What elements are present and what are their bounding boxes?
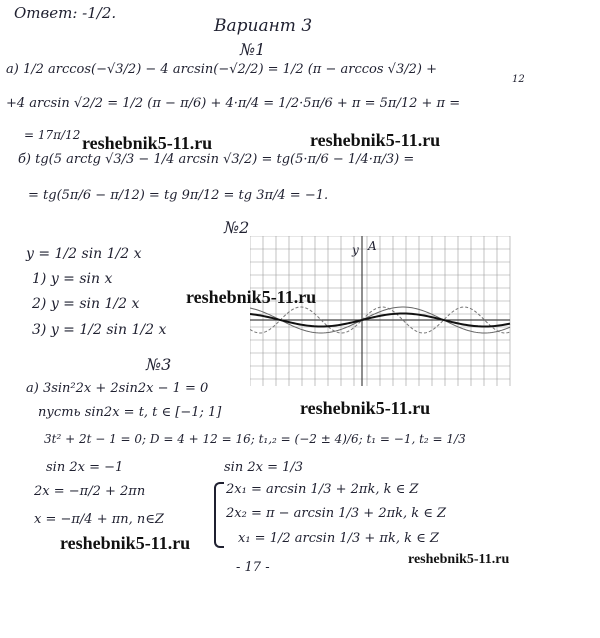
variant-title: Вариант 3 (214, 16, 313, 36)
task2-function: y = 1/2 sin 1/2 x (26, 246, 142, 262)
axis-letter: A (368, 239, 377, 253)
axis-y-label: y (352, 243, 359, 257)
watermark: reshebnik5-11.ru (60, 533, 191, 553)
watermark: reshebnik5-11.ru (310, 130, 441, 150)
task2-step2: 2) y = sin 1/2 x (32, 296, 140, 312)
watermark: reshebnik5-11.ru (82, 133, 213, 153)
task2-step3: 3) y = 1/2 sin 1/2 x (32, 322, 167, 338)
task1-label: №1 (240, 40, 266, 59)
task1a-line2: +4 arcsin √2/2 = 1/2 (π − π/6) + 4·π/4 = 1/2·5π/6 + π = 5π/12 + π = (6, 96, 461, 111)
solution-bracket (214, 482, 224, 548)
task3-right3: 2x₂ = π − arcsin 1/3 + 2πk, k ∈ Z (226, 506, 447, 521)
graph-grid (250, 236, 510, 386)
task1a-line3: = 17π/12 (24, 128, 81, 142)
task3-substitution: пусть sin2x = t, t ∈ [−1; 1] (38, 405, 222, 420)
task3-label: №3 (146, 355, 172, 374)
previous-answer: Ответ: -1/2. (14, 4, 117, 22)
task3-quadratic: 3t² + 2t − 1 = 0; D = 4 + 12 = 16; t₁,₂ = (−2 ± 4)/6; t₁ = −1, t₂ = 1/3 (44, 432, 466, 446)
task1a-mark: 12 (512, 74, 525, 85)
task1b-line1: б) tg(5 arctg √3/3 − 1/4 arcsin √3/2) = tg(5·π/6 − 1/4·π/3) = (18, 152, 415, 167)
watermark: reshebnik5-11.ru (300, 398, 431, 418)
sine-graph (250, 236, 512, 388)
task3-right2: 2x₁ = arcsin 1/3 + 2πk, k ∈ Z (226, 482, 419, 497)
task3-right1: sin 2x = 1/3 (224, 460, 304, 475)
task3-right4: x₁ = 1/2 arcsin 1/3 + πk, k ∈ Z (238, 531, 439, 546)
task3-equation: а) 3sin²2x + 2sin2x − 1 = 0 (26, 381, 209, 396)
page-number: - 17 - (236, 560, 270, 575)
task2-label: №2 (224, 218, 250, 237)
task1a-line1: а) 1/2 arccos(−√3/2) − 4 arcsin(−√2/2) = 1/2 (π − arccos √3/2) + (6, 62, 437, 77)
task1b-line2: = tg(5π/6 − π/12) = tg 9π/12 = tg 3π/4 = −1. (28, 188, 329, 203)
task3-left2: 2x = −π/2 + 2πn (34, 484, 146, 499)
task3-left3: x = −π/4 + πn, n∈Z (34, 512, 164, 527)
task2-step1: 1) y = sin x (32, 271, 113, 287)
watermark: reshebnik5-11.ru (408, 552, 510, 567)
task3-left1: sin 2x = −1 (46, 460, 124, 475)
watermark: reshebnik5-11.ru (186, 287, 317, 307)
